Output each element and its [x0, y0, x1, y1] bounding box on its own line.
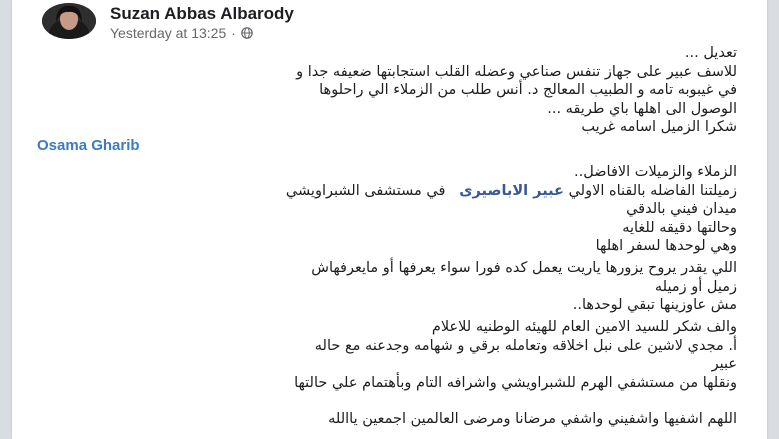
colleague-line — [32, 182, 737, 201]
post-text-block-5 — [32, 410, 737, 429]
text-line: وهي لوحدها لسفر اهلها — [595, 238, 737, 254]
author-name[interactable]: Suzan Abbas Albarody — [110, 4, 294, 23]
text-line: مش عاوزينها تبقي لوحدها.. — [572, 297, 737, 313]
text-line: تعديل ... — [684, 45, 737, 61]
text-line: اللي يقدر يروح يزورها ياريت يعمل كده فورا سواء يعرفها أو مايعرفهاش — [311, 260, 737, 276]
text-line: والف شكر للسيد الامين العام للهيئه الوطنيه للاعلام — [431, 319, 737, 335]
text-line: للاسف عبير على جهاز تنفس صناعي وعضله القلب استجابتها ضعيفه جدا و — [296, 63, 737, 80]
text-line: زميل أو زميله — [654, 278, 737, 295]
text-line: في غيبوبه تامه و الطبيب المعالج د. أنس طلب من الزملاء الي راحلوها — [319, 82, 737, 98]
meta-separator: · — [231, 25, 236, 41]
post-text-block-3 — [32, 259, 737, 315]
post-text-block-4 — [32, 318, 737, 392]
author-avatar[interactable] — [42, 3, 96, 39]
text-line: ميدان فيني بالدقي — [626, 201, 737, 217]
text-line: عبير — [711, 356, 737, 372]
post-text-block-2 — [32, 163, 737, 256]
text-line: شكرا الزميل اسامه غريب — [581, 119, 737, 135]
text-fragment: زميلتنا الفاضله بالقناه الاولي — [568, 182, 737, 199]
text-line: اللهم اشفيها واشفيني واشفي مرضانا ومرضى العالمين اجمعين ياالله — [328, 411, 737, 427]
text-line: الزملاء والزميلات الافاضل.. — [574, 164, 737, 180]
globe-icon — [241, 27, 253, 39]
post-text-block-1 — [32, 44, 737, 137]
text-fragment: في مستشفى الشبراويشي — [285, 182, 446, 199]
post-timestamp[interactable]: Yesterday at 13:25 — [110, 25, 227, 41]
text-line: ونقلها من مستشفي الهرم للشبراويشي واشرافه التام وبأهتمام علي حالتها — [294, 374, 737, 391]
post-meta — [110, 25, 253, 41]
mention-link[interactable]: عبير الاباصيرى — [459, 182, 564, 199]
text-line: أ. مجدي لاشين على نبل اخلاقه وتعامله برقي و شهامه وجدعنه مع حاله — [314, 337, 737, 354]
tagged-profile-link[interactable]: Osama Gharib — [37, 137, 140, 154]
text-line: وحالتها دقيقه للغايه — [622, 219, 737, 236]
avatar-photo — [42, 3, 96, 39]
post-card — [12, 0, 767, 439]
text-line: الوصول الى اهلها باي طريقه ... — [547, 100, 737, 117]
